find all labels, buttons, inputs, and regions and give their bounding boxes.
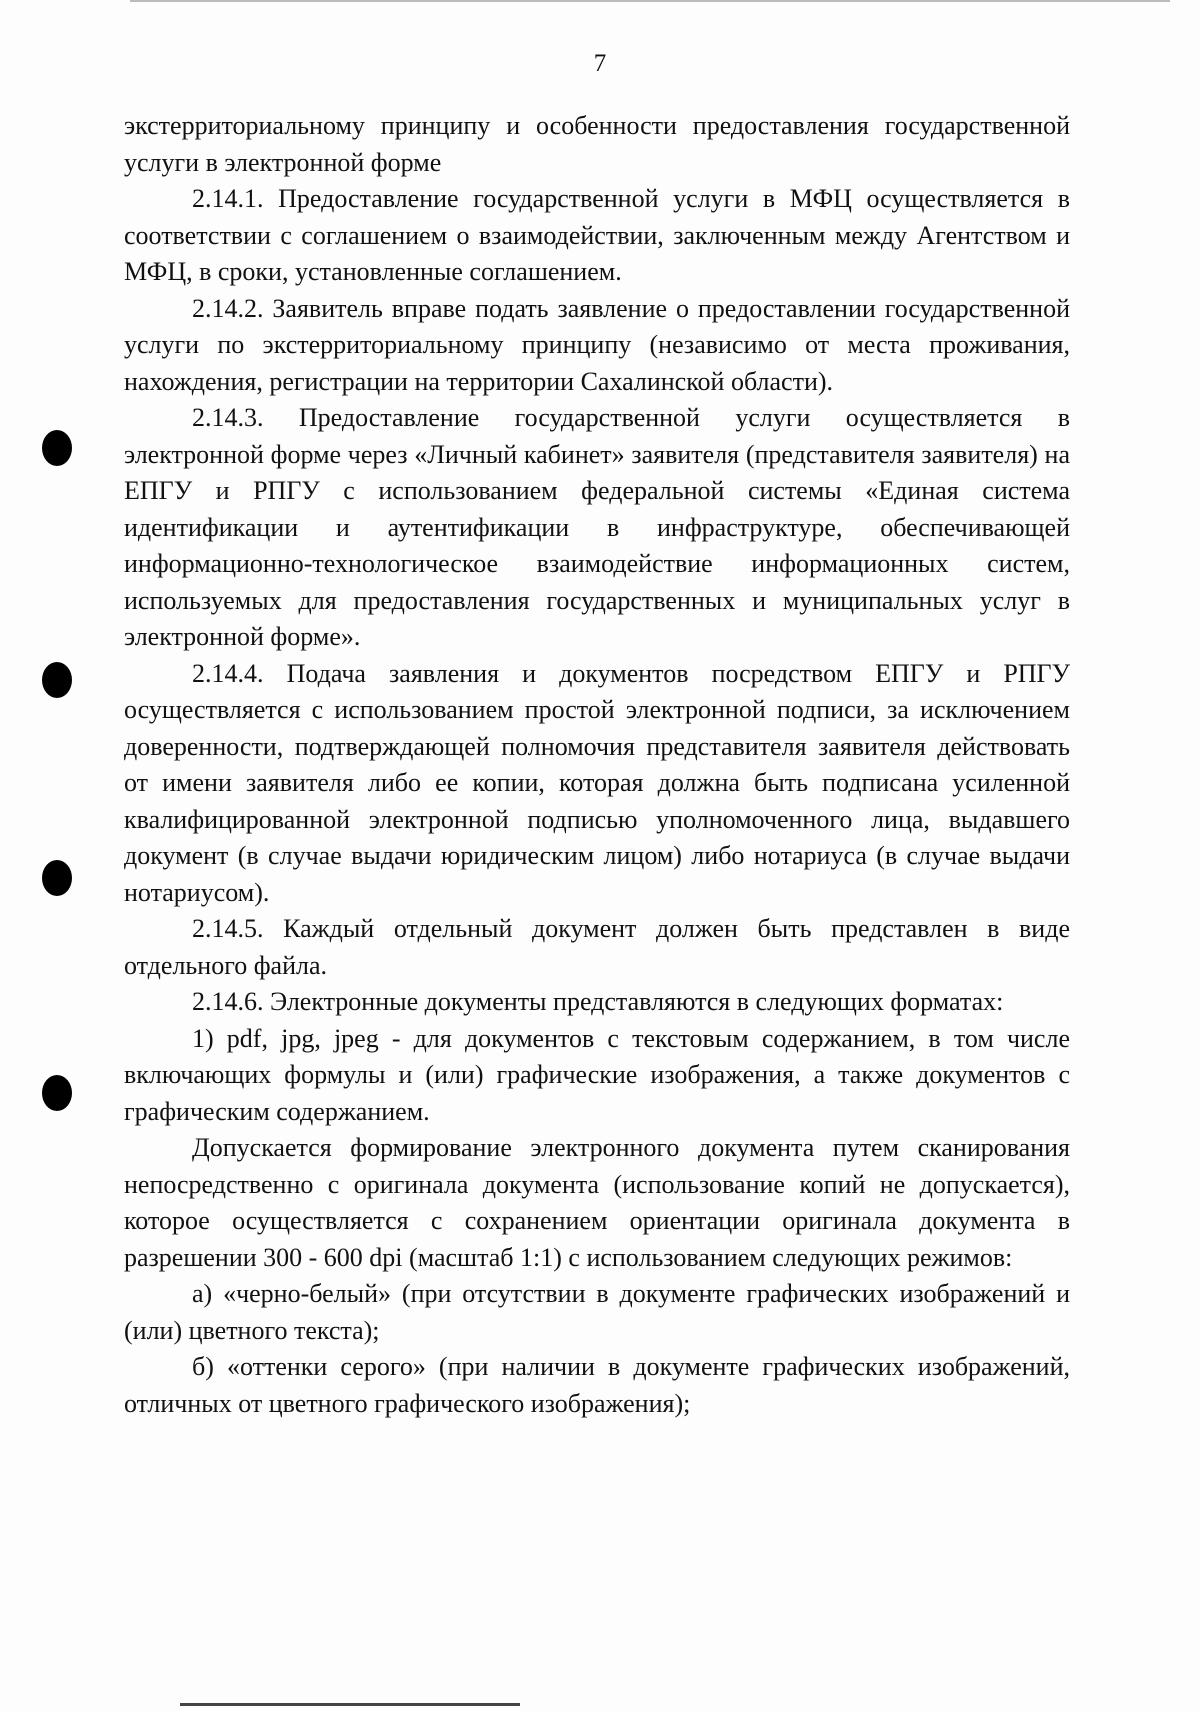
paragraph-2-14-3: 2.14.3. Предоставление государственной услуги осуществляется в электронной форме через «Личный кабинет» заявителя (представителя заявителя) на ЕПГУ и РПГУ с использованием федеральной системы «Единая система идентификации и аутентификации в инфраструктуре, обеспечивающей информационно-технологическое взаимодействие информационных систем, используемых для предоставления государственных и муниципальных услуг в электронной форме». (124, 403, 1070, 651)
paragraph-mode-a: а) «черно-белый» (при отсутствии в документе графических изображений и (или) цветного текста); (124, 1279, 1070, 1345)
paragraph-2-14-4: 2.14.4. Подача заявления и документов посредством ЕПГУ и РПГУ осуществляется с использованием простой электронной подписи, за исключением доверенности, подтверждающей полномочия представителя заявителя действовать от имени заявителя либо ее копии, которая должна быть подписана усиленной квалифицированной электронной подписью уполномоченного лица, выдавшего документ (в случае выдачи юридическим лицом) либо нотариуса (в случае выдачи нотариусом). (124, 658, 1070, 907)
paragraph-heading-continuation: экстерриториальному принципу и особенности предоставления государственной услуги в электронной форме (124, 111, 1070, 177)
top-edge-line (130, 0, 1170, 2)
paragraph-2-14-5: 2.14.5. Каждый отдельный документ должен быть представлен в виде отдельного файла. (124, 914, 1070, 980)
paragraph-2-14-1: 2.14.1. Предоставление государственной услуги в МФЦ осуществляется в соответствии с соглашением о взаимодействии, заключенным между Агентством и МФЦ, в сроки, установленные соглашением. (124, 184, 1070, 286)
paragraph-formats-1: 1) pdf, jpg, jpeg - для документов с текстовым содержанием, в том числе включающих формулы и (или) графические изображения, а также документов с графическим содержанием. (124, 1023, 1070, 1126)
punch-hole-3 (42, 860, 72, 896)
punch-hole-4 (42, 1075, 72, 1111)
bottom-edge-line (180, 1703, 520, 1706)
body-text (124, 108, 1070, 1422)
paragraph-scanning: Допускается формирование электронного документа путем сканирования непосредственно с оригинала документа (использование копий не допускается), которое осуществляется с сохранением ориентации оригинала документа в разрешении 300 - 600 dpi (масштаб 1:1) с использованием следующих режимов: (124, 1133, 1070, 1272)
paragraph-2-14-6: 2.14.6. Электронные документы представляются в следующих форматах: (192, 987, 1004, 1016)
paragraph-mode-b: б) «оттенки серого» (при наличии в документе графических изображений, отличных от цветного графического изображения); (124, 1352, 1070, 1418)
punch-hole-2 (42, 662, 72, 698)
page-number: 7 (593, 50, 607, 77)
punch-hole-1 (42, 430, 72, 466)
paragraph-2-14-2: 2.14.2. Заявитель вправе подать заявление о предоставлении государственной услуги по экстерриториальному принципу (независимо от места проживания, нахождения, регистрации на территории Сахалинской области). (124, 293, 1070, 396)
